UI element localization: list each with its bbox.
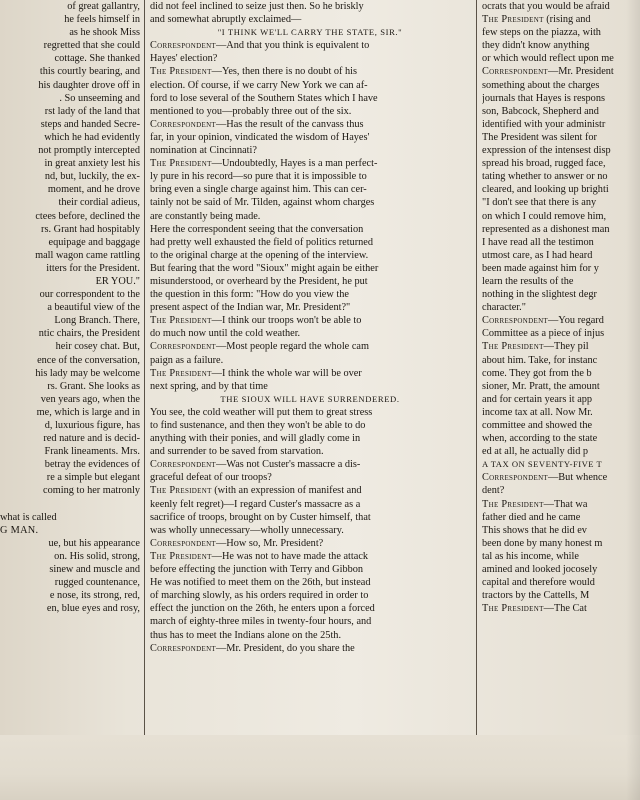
text-line — [482, 589, 640, 602]
text-line — [150, 615, 470, 628]
text-line: en, blue eyes and rosy, — [46, 603, 140, 615]
line-text: The President was silent for — [482, 131, 597, 143]
speaker-label: The President — [150, 367, 212, 379]
line-text: journals that Hayes is respons — [482, 92, 605, 104]
text-line — [482, 445, 640, 458]
text-line — [482, 210, 640, 223]
text-line — [482, 170, 640, 183]
text-line: ER YOU." — [95, 275, 140, 287]
text-line — [482, 65, 640, 78]
text-line — [150, 275, 470, 288]
text-line — [482, 380, 640, 393]
text-line — [150, 314, 470, 327]
text-line — [150, 458, 470, 471]
column-rule-right — [476, 0, 477, 735]
line-text: thus has to meet the Indians alone on the 25th. — [150, 629, 342, 641]
text-line — [482, 314, 640, 327]
text-line — [150, 524, 470, 537]
line-text: —Undoubtedly, Hayes is a man perfect- — [211, 158, 378, 170]
text-line: re a simple but elegant — [46, 472, 140, 484]
line-text: tractors by the Cattells, M — [482, 590, 590, 602]
section-heading: "I THINK WE'LL CARRY THE STATE, SIR." — [217, 27, 403, 38]
speaker-label: Correspondent — [150, 118, 216, 130]
line-text: utmost care, as I had heard — [482, 249, 593, 261]
line-text: spread his broad, rugged face, — [482, 158, 606, 170]
text-line — [482, 471, 640, 484]
text-line — [150, 13, 470, 26]
text-line — [150, 537, 470, 550]
text-line — [150, 131, 470, 144]
line-text: had pretty well exhausted the field of politics returned — [150, 236, 374, 248]
line-text: Hayes' election? — [150, 53, 218, 65]
line-text: He was notified to meet them on the 26th, but instead — [150, 577, 371, 589]
line-text: Committee as a piece of injus — [482, 328, 605, 340]
page-edge-shadow — [626, 0, 640, 800]
line-text: graceful defeat of our troops? — [150, 472, 272, 484]
text-line — [482, 223, 640, 236]
text-line: rst lady of the land that — [44, 105, 140, 117]
text-line: which he had evidently — [44, 131, 140, 143]
text-line — [482, 484, 640, 497]
line-text: to the original charge at the opening of the interview. — [150, 249, 369, 261]
section-heading: A TAX ON SEVENTY-FIVE T — [482, 459, 603, 470]
text-line — [150, 39, 470, 52]
speaker-label: The President — [482, 14, 544, 26]
line-text: keenly felt regret)—I regard Custer's massacre as a — [150, 498, 361, 510]
line-text: of marching slowly, as his orders required in order to — [150, 590, 369, 602]
text-line — [150, 367, 470, 380]
text-line — [150, 157, 470, 170]
line-text: anything with their ponies, and will gladly come in — [150, 433, 361, 445]
line-text: was wholly unnecessary—wholly unnecessary. — [150, 524, 344, 536]
text-line: not promptly intercepted — [38, 145, 140, 157]
line-text: —They pil — [543, 341, 589, 353]
text-line — [150, 340, 470, 353]
text-line — [150, 105, 470, 118]
text-line: regretted that she could — [43, 40, 140, 52]
text-line: coming to her matronly — [43, 485, 140, 497]
text-line — [150, 563, 470, 576]
text-line — [482, 367, 640, 380]
text-line: Long Branch. There, — [54, 315, 140, 327]
text-line: this courtly bearing, and — [39, 66, 140, 78]
text-line: ctees before, declined the — [35, 210, 140, 222]
text-line: equipage and baggage — [48, 236, 140, 248]
text-line — [150, 236, 470, 249]
line-text: been done by many honest m — [482, 537, 603, 549]
line-text: and surrender to be saved from starvation. — [150, 446, 324, 458]
text-line — [482, 563, 640, 576]
text-line — [482, 26, 640, 39]
line-text: —I think the whole war will be over — [211, 367, 362, 379]
text-line — [150, 354, 470, 367]
text-line — [482, 157, 640, 170]
text-line — [482, 144, 640, 157]
line-text: they didn't know anything — [482, 40, 590, 52]
speaker-label: Correspondent — [482, 66, 548, 78]
text-line: heir cosey chat. But, — [55, 341, 140, 353]
line-text: tainly not be said of Mr. Tilden, against whom charges — [150, 197, 375, 209]
text-line — [150, 144, 470, 157]
text-line — [150, 301, 470, 314]
line-text: nomination at Cincinnati? — [150, 145, 257, 157]
text-line: what is called — [0, 511, 57, 523]
text-line — [482, 52, 640, 65]
text-line — [150, 498, 470, 511]
text-line — [150, 576, 470, 589]
text-line — [482, 236, 640, 249]
line-text: identified with your administr — [482, 118, 606, 130]
text-line: rugged countenance, — [54, 577, 140, 589]
line-text: capital and therefore would — [482, 577, 595, 589]
line-text: mentioned to you—probably three out of the six. — [150, 105, 352, 117]
line-text: far, in your opinion, vindicated the wisdom of Hayes' — [150, 131, 370, 143]
line-text: been made against him for y — [482, 262, 599, 274]
text-line: on. His solid, strong, — [54, 550, 140, 562]
text-line — [150, 380, 470, 393]
text-line: he feels himself in — [64, 14, 140, 26]
line-text: when, according to the state — [482, 433, 598, 445]
text-line: sinew and muscle and — [49, 564, 140, 576]
line-text: —How so, Mr. President? — [216, 537, 324, 549]
text-line — [0, 498, 140, 511]
text-line: d, luxurious figure, has — [44, 420, 140, 431]
text-line: itters for the President. — [46, 262, 140, 274]
text-line — [482, 419, 640, 432]
text-line: steps and handed Secre- — [40, 118, 140, 130]
line-text: election. Of course, if we carry New York we can af- — [150, 79, 368, 91]
text-line — [150, 249, 470, 262]
text-line — [150, 183, 470, 196]
line-text: the question in this form: "How do you view the — [150, 289, 349, 301]
speaker-label: Correspondent — [150, 341, 216, 353]
line-text: on which I could remove him, — [482, 210, 607, 222]
line-text: I have read all the testimon — [482, 236, 594, 248]
line-text: character." — [482, 302, 526, 314]
speaker-label: Correspondent — [150, 40, 216, 52]
text-line: me, which is large and in — [36, 406, 140, 418]
speaker-label: The President — [482, 341, 544, 353]
text-line: betray the evidences of — [44, 459, 140, 471]
line-text: —Yes, then there is no doubt of his — [211, 66, 358, 78]
line-text: —The Cat — [543, 603, 587, 615]
text-line — [482, 79, 640, 92]
text-line: as he shook Miss — [69, 27, 140, 39]
text-line — [482, 524, 640, 537]
line-text: did not feel inclined to seize just then. So he briskly — [150, 1, 364, 12]
line-text: about him. Take, for instanc — [482, 354, 598, 366]
text-line — [150, 262, 470, 275]
text-line — [150, 602, 470, 615]
line-text: are constantly being made. — [150, 210, 261, 222]
line-text: son, Babcock, Shepherd and — [482, 105, 599, 117]
line-text: misunderstood, or overheard by the President, he put — [150, 275, 368, 287]
text-line — [482, 602, 640, 615]
text-line: his lady may be welcome — [35, 367, 140, 379]
line-text: ocrats that you would be afraid — [482, 1, 610, 12]
text-line: rs. Grant had hospitably — [41, 223, 140, 235]
line-text: You see, the cold weather will put them to great stress — [150, 406, 373, 418]
line-text: present aspect of the Indian war, Mr. President?" — [150, 302, 351, 314]
text-line: e nose, its strong, red, — [49, 590, 140, 602]
text-line: mall wagon came rattling — [35, 249, 140, 261]
line-text: —Most people regard the whole cam — [216, 341, 369, 353]
text-line — [150, 52, 470, 65]
text-line: a beautiful view of the — [47, 302, 140, 314]
text-line: moment, and he drove — [47, 184, 140, 196]
line-text: come. They got from the b — [482, 367, 592, 379]
text-line — [482, 105, 640, 118]
line-text: few steps on the piazza, with — [482, 27, 601, 39]
line-text: committee and showed the — [482, 420, 593, 431]
text-line: ue, but his appearance — [48, 537, 140, 549]
text-line — [482, 196, 640, 209]
speaker-label: Correspondent — [150, 459, 216, 471]
line-text: —Mr. President — [548, 66, 614, 78]
text-line — [482, 249, 640, 262]
line-text: cleared, and looking up brighti — [482, 184, 609, 196]
line-text: bring even a single charge against him. This can cer- — [150, 184, 367, 196]
line-text: or which would reflect upon me — [482, 53, 614, 65]
line-text: father died and he came — [482, 511, 581, 523]
line-text: —Mr. President, do you share the — [216, 642, 355, 654]
text-line: . So unseeming and — [59, 92, 140, 104]
section-heading: THE SIOUX WILL HAVE SURRENDERED. — [220, 393, 400, 404]
text-line — [482, 118, 640, 131]
text-line: in great anxiety lest his — [44, 158, 140, 170]
column-center — [150, 0, 470, 655]
text-line: Frank lineaments. Mrs. — [44, 446, 140, 458]
line-text: But fearing that the word "Sioux" might again be either — [150, 262, 379, 274]
text-line: our correspondent to the — [39, 289, 140, 301]
line-text: before effecting the junction with Terry and Gibbon — [150, 564, 364, 576]
text-line — [150, 589, 470, 602]
line-text: dent? — [482, 485, 505, 497]
text-line — [482, 498, 640, 511]
line-text: expression of the intensest disp — [482, 145, 611, 157]
text-line — [482, 275, 640, 288]
text-line — [482, 406, 640, 419]
text-line — [150, 642, 470, 655]
text-line — [150, 550, 470, 563]
line-text: ed at all, he actually did p — [482, 446, 589, 458]
speaker-label: The President — [150, 66, 212, 78]
speaker-label: The President — [482, 498, 544, 510]
text-line — [482, 183, 640, 196]
line-text: effect the junction on the 26th, he enters upon a forced — [150, 603, 375, 615]
column-rule-left — [144, 0, 145, 735]
line-text: amined and looked jocosely — [482, 564, 598, 576]
line-text: sacrifice of troops, brought on by Custer himself, that — [150, 511, 371, 523]
column-left — [0, 0, 140, 615]
text-line — [150, 511, 470, 524]
text-line — [150, 0, 470, 13]
line-text: —Was not Custer's massacre a dis- — [216, 459, 361, 471]
text-line — [150, 327, 470, 340]
text-line — [150, 629, 470, 642]
line-text: and for certain years it app — [482, 393, 593, 405]
text-line — [150, 170, 470, 183]
speaker-label: The President — [150, 550, 212, 562]
line-text: "I don't see that there is any — [482, 197, 597, 209]
page-bottom-margin — [0, 735, 640, 800]
text-line: red nature and is decid- — [43, 433, 140, 445]
line-text: —That wa — [543, 498, 588, 510]
line-text: something about the charges — [482, 79, 600, 91]
text-line — [150, 118, 470, 131]
line-text: tating whether to answer or no — [482, 171, 608, 183]
text-line: ntic chairs, the President — [38, 328, 140, 340]
text-line — [150, 288, 470, 301]
text-line — [482, 327, 640, 340]
speaker-label: Correspondent — [482, 472, 548, 484]
line-text: represented as a dishonest man — [482, 223, 610, 235]
line-text: ford to lose several of the Southern States which I have — [150, 92, 378, 104]
text-line — [150, 210, 470, 223]
text-line — [150, 471, 470, 484]
text-line — [482, 354, 640, 367]
line-text: and somewhat abruptly exclaimed— — [150, 14, 302, 26]
text-line — [150, 445, 470, 458]
line-text: —I think our troops won't be able to — [211, 315, 362, 327]
text-line — [482, 92, 640, 105]
line-text: —Has the result of the canvass thus — [216, 118, 364, 130]
line-text: paign as a failure. — [150, 354, 224, 366]
speaker-label: The President — [150, 485, 212, 497]
text-line — [150, 432, 470, 445]
text-line — [482, 340, 640, 353]
text-line — [482, 262, 640, 275]
line-text: This shows that he did ev — [482, 524, 587, 536]
text-line — [482, 39, 640, 52]
speaker-label: The President — [482, 603, 544, 615]
text-line: ence of the conversation, — [37, 354, 140, 366]
line-text: sioner, Mr. Pratt, the amount — [482, 380, 600, 392]
text-line: G MAN. — [0, 524, 39, 536]
speaker-label: The President — [150, 315, 212, 327]
line-text: nothing in the slightest degr — [482, 289, 597, 301]
text-line — [482, 288, 640, 301]
speaker-label: Correspondent — [150, 537, 216, 549]
text-line: of great gallantry, — [67, 1, 140, 12]
text-line — [150, 419, 470, 432]
line-text: —You regard — [548, 315, 604, 327]
line-text: learn the results of the — [482, 275, 574, 287]
column-right — [482, 0, 640, 615]
speaker-label: The President — [150, 158, 212, 170]
text-line — [482, 432, 640, 445]
text-line — [150, 92, 470, 105]
text-line — [150, 406, 470, 419]
line-text: do much now until the cold weather. — [150, 328, 301, 340]
line-text: next spring, and by that time — [150, 380, 268, 392]
line-text: to find sustenance, and then they won't be able to do — [150, 420, 366, 431]
line-text: (rising and — [543, 14, 591, 26]
speaker-label: Correspondent — [482, 315, 548, 327]
line-text: —He was not to have made the attack — [211, 550, 369, 562]
text-line — [150, 196, 470, 209]
text-line: ven years ago, when the — [40, 393, 140, 405]
text-line: cottage. She thanked — [54, 53, 140, 65]
line-text: Here the correspondent seeing that the conversation — [150, 223, 364, 235]
text-line — [150, 65, 470, 78]
text-line — [150, 79, 470, 92]
text-line — [482, 576, 640, 589]
text-line — [150, 484, 470, 497]
line-text: —And that you think is equivalent to — [216, 40, 370, 52]
speaker-label: Correspondent — [150, 642, 216, 654]
text-line — [482, 511, 640, 524]
text-line — [482, 301, 640, 314]
line-text: income tax at all. Now Mr. — [482, 406, 593, 418]
text-line — [482, 393, 640, 406]
text-line: nd, but, luckily, the ex- — [44, 171, 140, 183]
line-text: ly pure in his record—so pure that it is impossible to — [150, 171, 367, 183]
text-line: their cordial adieus, — [58, 197, 140, 209]
line-text: (with an expression of manifest and — [211, 485, 362, 497]
line-text: tal as his income, while — [482, 550, 579, 562]
text-line — [482, 13, 640, 26]
line-text: —But whence — [548, 472, 608, 484]
text-line — [482, 550, 640, 563]
text-line — [150, 223, 470, 236]
text-line — [482, 131, 640, 144]
text-line — [482, 0, 640, 13]
text-line: rs. Grant. She looks as — [47, 380, 140, 392]
text-line — [482, 537, 640, 550]
text-line: his daughter drove off in — [38, 79, 140, 91]
line-text: march of eighty-three miles in twenty-four hours, and — [150, 616, 372, 628]
